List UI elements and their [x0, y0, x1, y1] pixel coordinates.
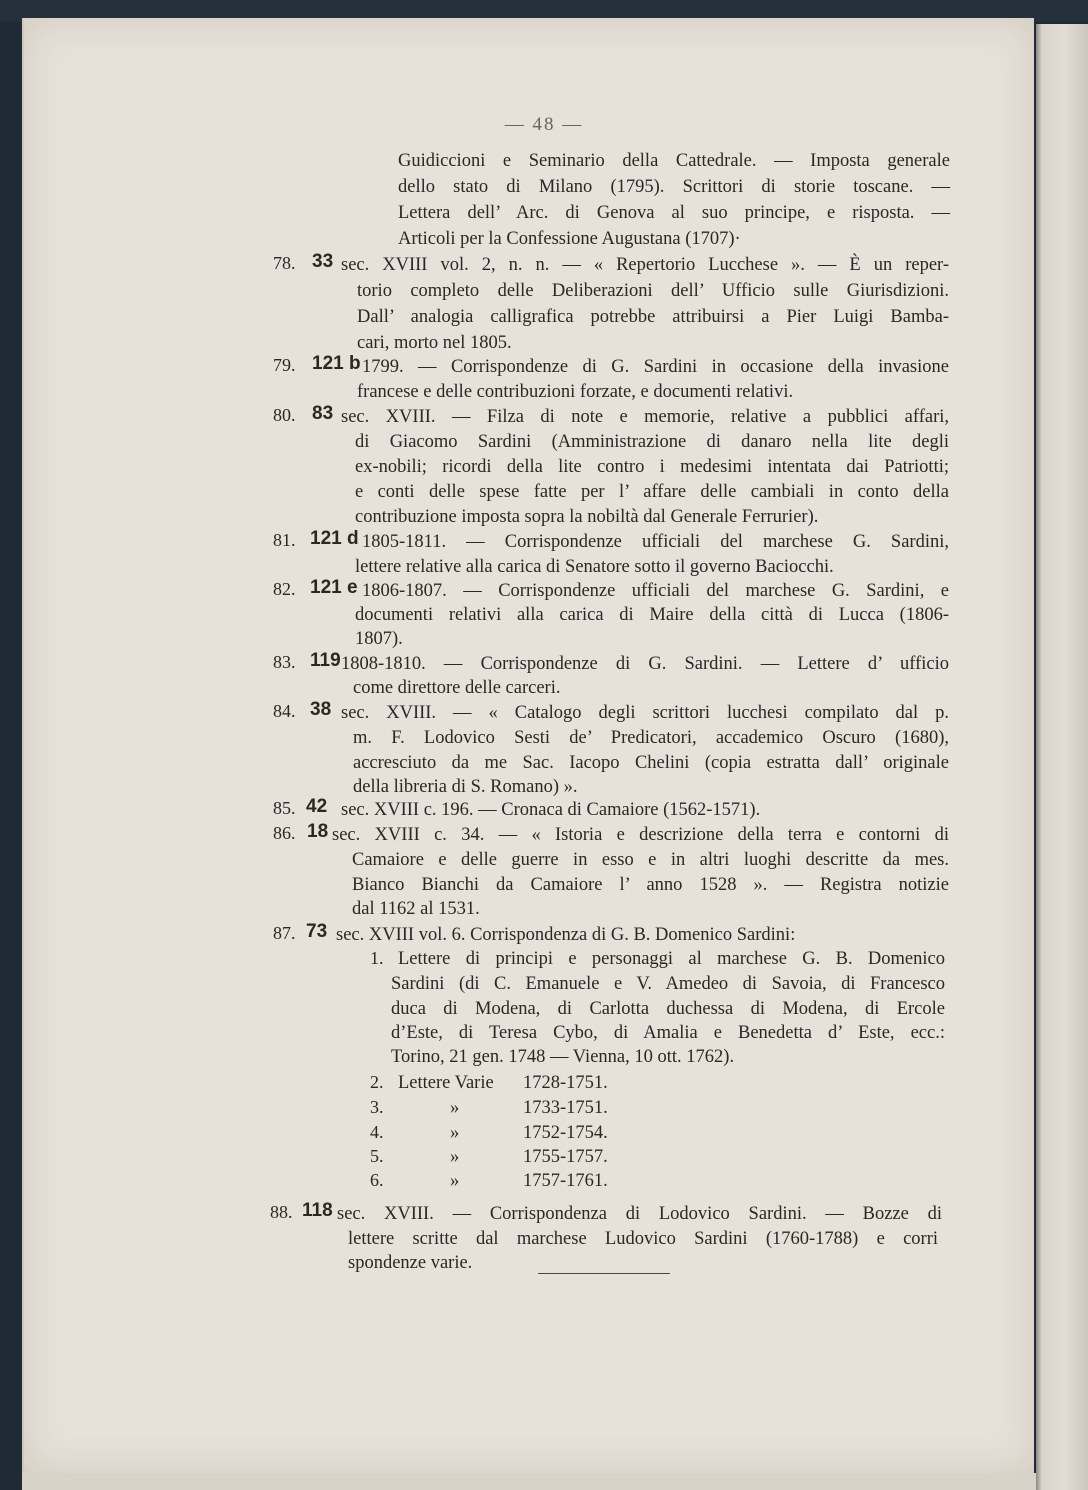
entry-number: 86. — [273, 823, 296, 843]
ditto-mark: » — [450, 1171, 460, 1191]
entry-number: 87. — [273, 923, 296, 943]
entry-line: 1806-1807. — Corrispondenze ufficiali del marchese G. Sardini, e — [362, 581, 949, 601]
entry-line: francese e delle contribuzioni forzate, e documenti relativi. — [357, 382, 794, 402]
entry-line: m. F. Lodovico Sesti de’ Predicatori, accademico Oscuro (1680), — [353, 728, 949, 748]
page-bottom-edge — [22, 1473, 1036, 1490]
entry-line: torio completo delle Deliberazioni dell’ Ufficio sulle Giurisdizioni. — [357, 281, 949, 301]
entry-number: 84. — [273, 701, 296, 721]
continuation-line-2: dello stato di Milano (1795). Scrittori di storie toscane. — — [398, 177, 950, 197]
ditto-mark: » — [450, 1098, 460, 1118]
subitem-number: 3. — [370, 1097, 384, 1117]
shelf-mark: 121 e — [310, 577, 358, 598]
subitem-number: 6. — [370, 1170, 384, 1190]
entry-number: 78. — [273, 253, 296, 273]
shelf-mark: 119 — [310, 650, 341, 671]
subitem-number: 5. — [370, 1146, 384, 1166]
entry-line: sec. XVIII c. 34. — « Istoria e descrizione della terra e contorni di — [332, 825, 949, 845]
end-rule — [538, 1273, 670, 1274]
subitem-label: Lettere Varie — [398, 1073, 494, 1093]
entry-line: accresciuto da me Sac. Iacopo Chelini (copia estratta dall’ originale — [353, 753, 949, 773]
entry-line: spondenze varie. — [348, 1253, 473, 1273]
entry-number: 80. — [273, 405, 296, 425]
shelf-mark: 38 — [310, 699, 332, 720]
adjacent-page-edge — [1036, 24, 1088, 1490]
entry-line: lettere relative alla carica di Senatore sotto il governo Baciocchi. — [355, 557, 834, 577]
entry-line: ex-nobili; ricordi della lite contro i medesimi intentata dai Patriotti; — [355, 457, 949, 477]
entry-line: documenti relativi alla carica di Maire della città di Lucca (1806- — [355, 605, 949, 625]
shelf-mark: 121 b — [312, 353, 361, 374]
entry-line: Camaiore e delle guerre in esso e in altri luoghi descritte da mes. — [352, 850, 949, 870]
ditto-mark: » — [450, 1147, 460, 1167]
subitem-line: duca di Modena, di Carlotta duchessa di Modena, di Ercole — [391, 999, 945, 1019]
entry-line: lettere scritte dal marchese Ludovico Sardini (1760-1788) e corri — [348, 1229, 938, 1249]
subitem-years: 1757-1761. — [523, 1171, 608, 1191]
entry-line: dal 1162 al 1531. — [352, 899, 480, 919]
entry-line: sec. XVIII c. 196. — Cronaca di Camaiore (1562-1571). — [341, 800, 761, 820]
entry-line: sec. XVIII vol. 6. Corrispondenza di G. B. Domenico Sardini: — [336, 925, 796, 945]
subitem-line: Torino, 21 gen. 1748 — Vienna, 10 ott. 1762). — [391, 1047, 735, 1067]
subitem-number: 1. — [370, 948, 384, 968]
entry-line: contribuzione imposta sopra la nobiltà dal Generale Ferrurier). — [355, 507, 819, 527]
continuation-line-3: Lettera dell’ Arc. di Genova al suo principe, e risposta. — — [398, 203, 950, 223]
entry-line: sec. XVIII. — Filza di note e memorie, relative a pubblici affari, — [341, 407, 949, 427]
entry-line: 1807). — [355, 629, 403, 649]
entry-line: Bianco Bianchi da Camaiore l’ anno 1528 ». — Registra notizie — [352, 875, 949, 895]
entry-number: 82. — [273, 579, 296, 599]
shelf-mark: 42 — [306, 796, 328, 817]
subitem-years: 1752-1754. — [523, 1123, 608, 1143]
page-number: — 48 — — [504, 114, 584, 135]
subitem-number: 4. — [370, 1122, 384, 1142]
subitem-number: 2. — [370, 1072, 384, 1092]
entry-line: come direttore delle carceri. — [353, 678, 561, 698]
continuation-line-4: Articoli per la Confessione Augustana (1707)· — [398, 229, 741, 249]
ditto-mark: » — [450, 1123, 460, 1143]
entry-number: 81. — [273, 530, 296, 550]
entry-number: 83. — [273, 652, 296, 672]
entry-line: sec. XVIII. — Corrispondenza di Lodovico Sardini. — Bozze di — [337, 1204, 942, 1224]
shelf-mark: 118 — [302, 1200, 333, 1221]
entry-number: 88. — [270, 1202, 293, 1222]
entry-line: 1799. — Corrispondenze di G. Sardini in occasione della invasione — [362, 357, 949, 377]
subitem-line: Sardini (di C. Emanuele e V. Amedeo di Savoia, di Francesco — [391, 974, 945, 994]
entry-number: 85. — [273, 798, 296, 818]
shelf-mark: 18 — [307, 821, 329, 842]
entry-line: 1805-1811. — Corrispondenze ufficiali del marchese G. Sardini, — [362, 532, 949, 552]
shelf-mark: 121 d — [310, 528, 359, 549]
entry-line: cari, morto nel 1805. — [357, 333, 512, 353]
subitem-years: 1728-1751. — [523, 1073, 608, 1093]
subitem-years: 1733-1751. — [523, 1098, 608, 1118]
subitem-line: Lettere di principi e personaggi al marchese G. B. Domenico — [398, 949, 945, 969]
shelf-mark: 33 — [312, 251, 334, 272]
shelf-mark: 83 — [312, 403, 334, 424]
entry-line: di Giacomo Sardini (Amministrazione di danaro nella lite degli — [355, 432, 949, 452]
entry-line: Dall’ analogia calligrafica potrebbe attribuirsi a Pier Luigi Bamba- — [357, 307, 949, 327]
entry-line: e conti delle spese fatte per l’ affare delle cambiali in conto della — [355, 482, 949, 502]
shelf-mark: 73 — [306, 921, 328, 942]
entry-line: sec. XVIII vol. 2, n. n. — « Repertorio Lucchese ». — È un reper- — [341, 255, 949, 275]
continuation-line-1: Guidiccioni e Seminario della Cattedrale. — Imposta generale — [398, 151, 950, 171]
entry-line: sec. XVIII. — « Catalogo degli scrittori lucchesi compilato dal p. — [341, 703, 949, 723]
entry-line: 1808-1810. — Corrispondenze di G. Sardini. — Lettere d’ ufficio — [341, 654, 949, 674]
subitem-years: 1755-1757. — [523, 1147, 608, 1167]
subitem-line: d’Este, di Teresa Cybo, di Amalia e Benedetta d’ Este, ecc.: — [391, 1023, 945, 1043]
entry-number: 79. — [273, 355, 296, 375]
entry-line: della libreria di S. Romano) ». — [353, 777, 578, 797]
